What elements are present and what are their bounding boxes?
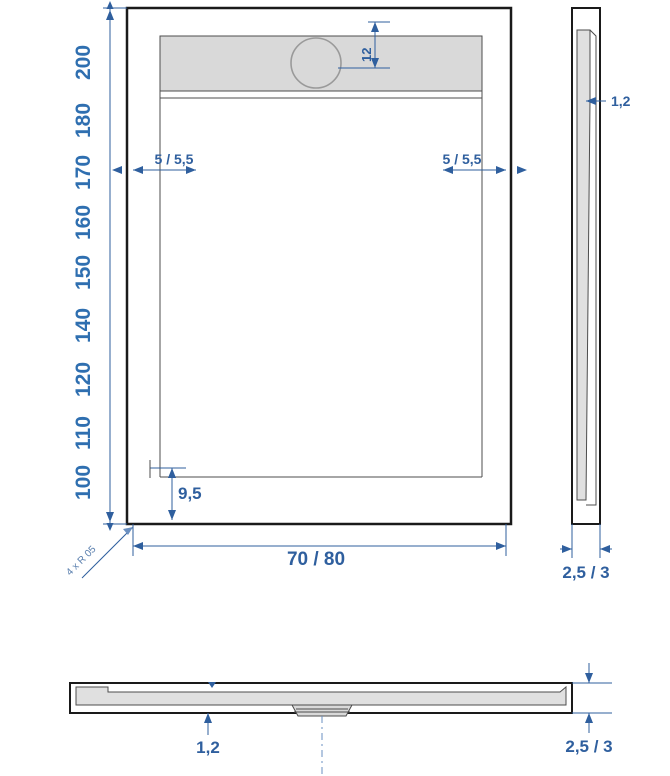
left-inset-dimension: [133, 151, 196, 174]
dim-width: 70 / 80: [286, 549, 346, 570]
bottom-thickness-dimension: [196, 713, 220, 757]
scale-label-120: 120: [72, 361, 95, 397]
side-bottom-dimension: [560, 524, 612, 582]
scale-label-110: 110: [72, 416, 95, 450]
plan-view: [127, 8, 511, 524]
dim-left-inset: 5 / 5,5: [154, 151, 194, 167]
front-elevation-view: [70, 682, 572, 776]
dim-drain-depth: 12: [359, 47, 374, 62]
scale-label-180: 180: [72, 102, 95, 138]
overall-height-dimension: [103, 8, 127, 524]
dim-side-bottom: 2,5 / 3: [562, 563, 610, 582]
scale-label-150: 150: [72, 254, 95, 290]
width-dimension: [133, 524, 506, 570]
dim-bottom-thickness: 1,2: [196, 738, 220, 757]
scale-label-100: 100: [72, 464, 95, 500]
scale-label-160: 160: [72, 204, 95, 240]
dim-corner-radius: 4 x R 05: [64, 544, 99, 579]
scale-label-200: 200: [72, 44, 95, 80]
dim-right-inset: 5 / 5,5: [442, 151, 482, 167]
right-inset-dimension: [443, 151, 506, 174]
dim-side-thickness: 1,2: [611, 93, 631, 109]
corner-radius-callout: [64, 527, 133, 578]
front-offset-dimension: [150, 460, 202, 520]
scale-label-140: 140: [72, 307, 95, 343]
height-scale: [72, 45, 95, 500]
side-view: [572, 8, 600, 524]
scale-label-170: 170: [72, 154, 95, 190]
dim-bottom-edge: 2,5 / 3: [565, 737, 613, 756]
side-thickness-dimension: [586, 93, 631, 109]
dim-front-offset: 9,5: [178, 484, 202, 503]
